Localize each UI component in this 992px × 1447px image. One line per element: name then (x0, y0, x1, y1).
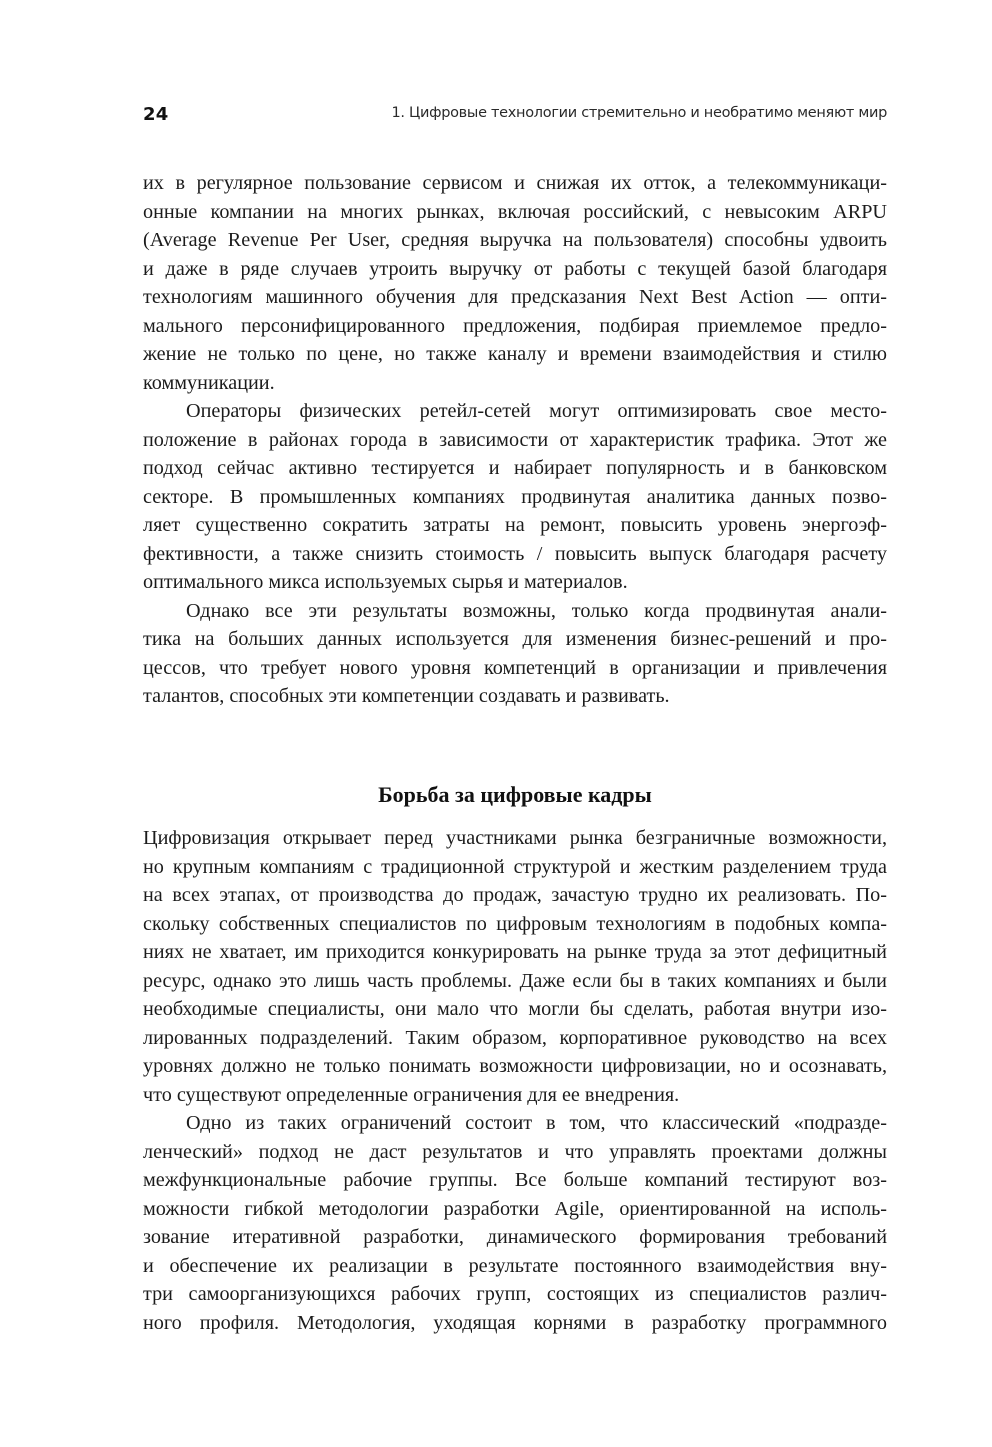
text-line: можности гибкой методологии разработки Agile, ориентированной на исполь- (143, 1197, 887, 1220)
text-line: ресурс, однако это лишь часть проблемы. Даже если бы в таких компаниях и были (143, 969, 887, 992)
text-line: секторе. В промышленных компаниях продвинутая аналитика данных позво- (143, 485, 887, 508)
section-2-body (143, 824, 887, 1337)
text-line: необходимые специалисты, они мало что могли бы сделать, работая внутри изо- (143, 998, 887, 1020)
text-line: мального персонифицированного предложения, подбирая приемлемое предло- (143, 314, 887, 337)
text-line: талантов, способных эти компетенции создавать и развивать. (143, 685, 670, 707)
text-line: что существуют определенные ограничения для ее внедрения. (143, 1083, 680, 1106)
text-line: (Average Revenue Per User, средняя выручка на пользователя) способны удвоить (143, 229, 887, 251)
paragraph (143, 824, 887, 1109)
text-line: но крупным компаниям с традиционной структурой и жестким разделением труда (143, 855, 887, 878)
chapter-title: 1. Цифровые технологии стремительно и необратимо меняют мир (391, 105, 887, 121)
paragraph (143, 169, 887, 397)
text-line: уровнях должно не только понимать возможности цифровизации, но и осознавать, (143, 1055, 887, 1077)
text-line: Одно из таких ограничений состоит в том, что классический «подразде- (186, 1112, 887, 1134)
text-line: жение не только по цене, но также каналу и времени взаимодействия и стилю (143, 343, 887, 365)
paragraph (143, 397, 887, 597)
text-line: цессов, что требует нового уровня компетенций в организации и привлечения (143, 656, 887, 679)
text-line: ного профиля. Методология, уходящая корнями в разработку программного (143, 1311, 887, 1334)
text-line: лированных подразделений. Таким образом, корпоративное руководство на всех (143, 1026, 887, 1049)
section-heading: Борьба за цифровые кадры (378, 782, 652, 808)
text-line: и обеспечение их реализации в результате постоянного взаимодействия вну- (143, 1254, 887, 1277)
text-line: зование итеративной разработки, динамического формирования требований (143, 1226, 887, 1248)
running-head (143, 103, 887, 129)
text-line: на всех этапах, от производства до продаж, зачастую трудно их реализовать. По- (143, 884, 887, 906)
text-line: скольку собственных специалистов по цифровым технологиям в подобных компа- (143, 912, 887, 935)
page-number: 24 (143, 104, 169, 125)
text-line: фективности, а также снизить стоимость / повысить выпуск благодаря расчету (143, 542, 887, 565)
paragraph (143, 597, 887, 711)
text-line: ляет существенно сократить затраты на ремонт, повысить уровень энергоэф- (143, 514, 887, 536)
text-line: и даже в ряде случаев утроить выручку от работы с текущей базой благодаря (143, 257, 887, 280)
text-line: Цифровизация открывает перед участниками рынка безграничные возможности, (143, 827, 887, 849)
text-line: тика на больших данных используется для изменения бизнес-решений и про- (143, 628, 887, 650)
text-line: межфункциональные рабочие группы. Все больше компаний тестируют воз- (143, 1169, 887, 1191)
text-line: подход сейчас активно тестируется и набирает популярность и в банковском (143, 457, 887, 479)
text-line: онные компании на многих рынках, включая российский, с невысоким ARPU (143, 200, 887, 223)
text-line: технологиям машинного обучения для предсказания Next Best Action — опти- (143, 286, 887, 308)
section-1-body (143, 169, 887, 711)
text-line: Операторы физических ретейл-сетей могут оптимизировать свое место- (186, 400, 887, 422)
text-line: их в регулярное пользование сервисом и снижая их отток, а телекоммуникаци- (143, 172, 887, 194)
text-line: три самоорганизующихся рабочих групп, состоящих из специалистов различ- (143, 1283, 887, 1305)
paragraph (143, 1109, 887, 1337)
text-line: ниях не хватает, им приходится конкурировать на рынке труда за этот дефицитный (143, 941, 887, 963)
text-line: коммуникации. (143, 371, 275, 394)
text-line: ленческий» подход не даст результатов и что управлять проектами должны (143, 1140, 887, 1163)
text-line: оптимального микса используемых сырья и материалов. (143, 571, 628, 593)
text-line: Однако все эти результаты возможны, только когда продвинутая анали- (186, 599, 887, 622)
text-line: положение в районах города в зависимости от характеристик трафика. Этот же (143, 428, 887, 451)
